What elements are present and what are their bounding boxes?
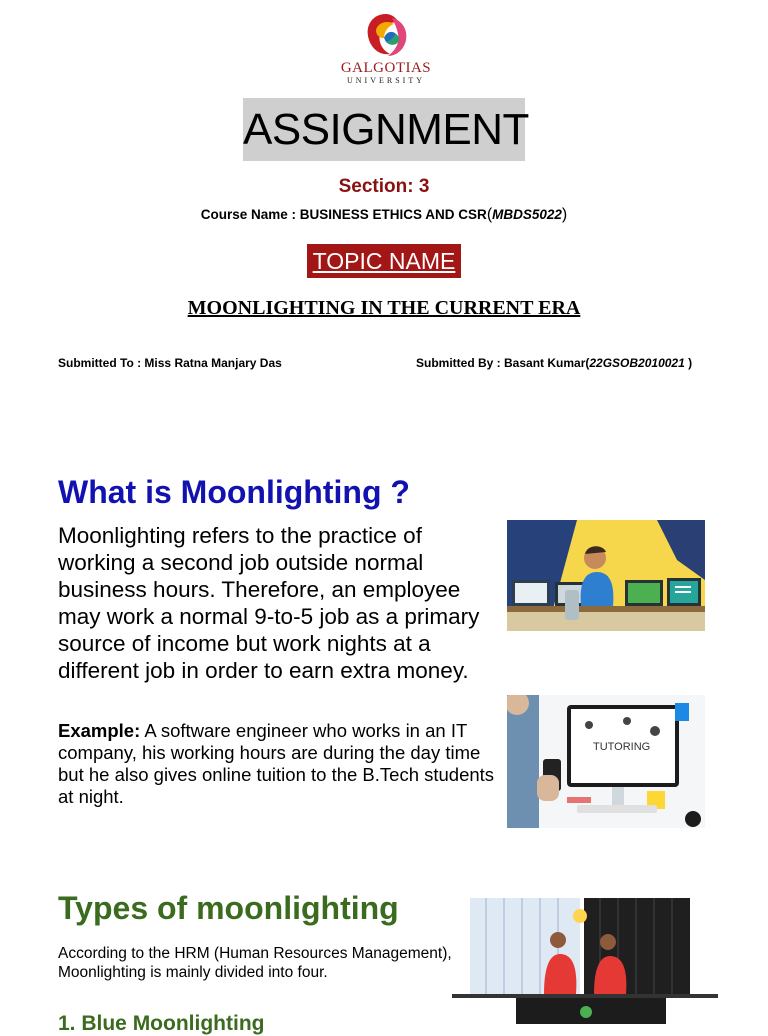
topic-title: MOONLIGHTING IN THE CURRENT ERA [187, 297, 581, 319]
galgotias-logo-icon [362, 10, 410, 60]
illustration-tutoring [507, 695, 705, 828]
example-label: Example: [58, 720, 141, 741]
topic-label: TOPIC NAME [307, 244, 461, 278]
section-label: Section: 3 [338, 176, 430, 197]
course-code: MBDS5022 [492, 207, 562, 222]
example-paragraph [58, 720, 503, 808]
types-heading: Types of moonlighting [58, 890, 399, 926]
illustration-workstation [507, 520, 705, 631]
illustration-night-work [452, 896, 718, 1024]
student-id: 22GSOB2010021 [589, 356, 685, 370]
what-heading: What is Moonlighting ? [58, 474, 410, 510]
what-body: Moonlighting refers to the practice of working a second job outside normal business hours. Therefore, an employee may work a normal 9-to-5 job as a primary source of income but work nights at a different job in order to earn extra money. [58, 523, 480, 683]
example-text: A software engineer who works in an IT company, his working hours are during the day time but he also gives online tuition to the B.Tech students at night. [58, 720, 495, 807]
submitted-to: Submitted To : Miss Ratna Manjary Das [58, 356, 282, 370]
logo-subtitle: UNIVERSITY [347, 76, 425, 85]
course-name: Course Name : BUSINESS ETHICS AND CSR(MBDS5022) [200, 206, 568, 223]
submitted-by-label: Submitted By : Basant Kumar [416, 356, 586, 370]
type-item-1: 1. Blue Moonlighting [58, 1012, 265, 1035]
course-label: Course Name : BUSINESS ETHICS AND CSR [200, 207, 487, 222]
submitted-by: Submitted By : Basant Kumar(22GSOB2010021 ) [416, 356, 693, 370]
types-body: According to the HRM (Human Resources Management), Moonlighting is mainly divided into four. [58, 945, 452, 981]
university-logo [340, 10, 432, 86]
assignment-title: ASSIGNMENT [243, 98, 525, 161]
tutoring-text: TUTORING [593, 741, 651, 753]
logo-name: GALGOTIAS [340, 60, 432, 76]
